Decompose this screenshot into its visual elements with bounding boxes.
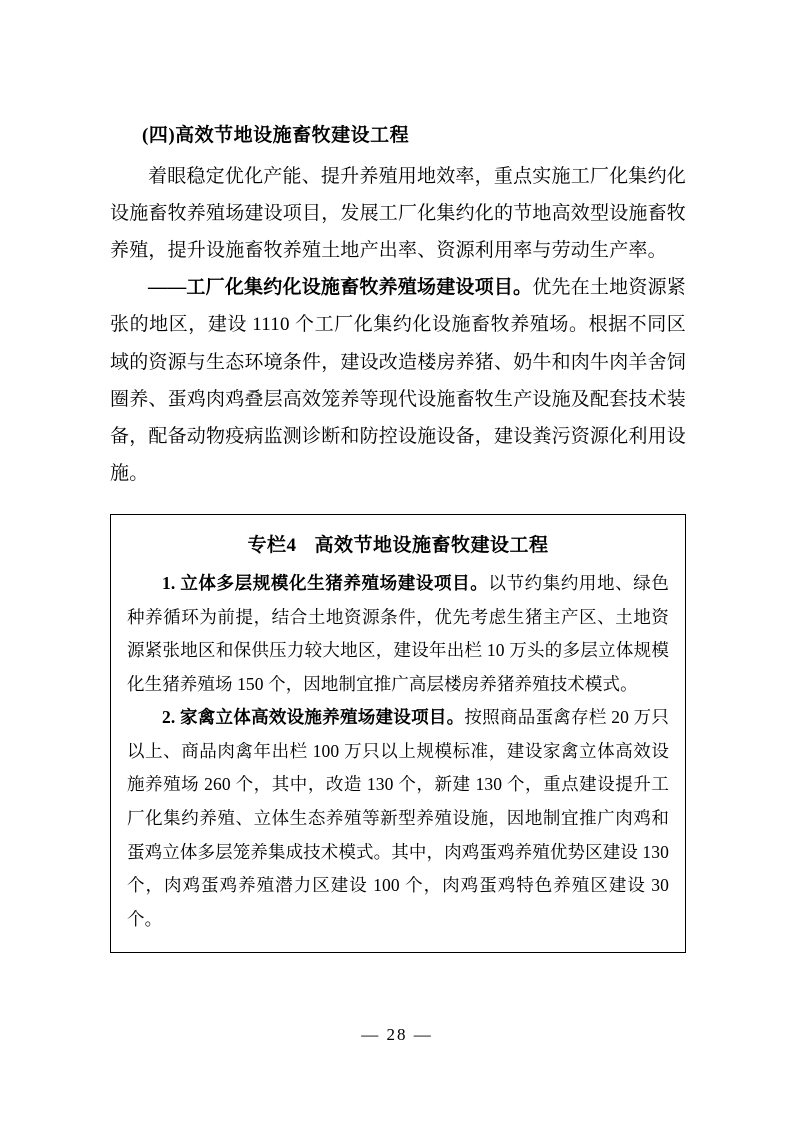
callout-item-2-lead: 2. 家禽立体高效设施养殖场建设项目。	[162, 707, 465, 728]
callout-box-title	[127, 529, 669, 563]
callout-box	[110, 514, 686, 954]
body-paragraph-2	[110, 269, 686, 491]
section-heading: (四)高效节地设施畜牧建设工程	[142, 125, 410, 146]
paragraph-2-lead: ——工厂化集约化设施畜牧养殖场建设项目。	[148, 277, 533, 299]
body-paragraph-1	[110, 158, 686, 269]
callout-item-1	[127, 567, 669, 701]
callout-item-1-lead: 1. 立体多层规模化生猪养殖场建设项目。	[162, 572, 489, 593]
paragraph-2-text: 优先在土地资源紧张的地区，建设 1110 个工厂化集约化设施畜牧养殖场。根据不同区域的资源与生态环境条件，建设改造楼房养猪、奶牛和肉牛肉羊舍饲圈养、蛋鸡肉鸡叠层高效笼养等现代设施畜牧生产设施及配套技术装备，配备动物疫病监测诊断和防控设施设备，建设粪污资源化利用设施。	[110, 277, 687, 484]
callout-box-title-text: 高效节地设施畜牧建设工程	[314, 534, 549, 556]
callout-item-1-text: 以节约集约用地、绿色种养循环为前提，结合土地资源条件，优先考虑生猪主产区、土地资源紧张地区和保供压力较大地区，建设年出栏 10 万头的多层立体规模化生猪养殖场 150 个，因地制宜推广高层楼房养猪养殖技术模式。	[127, 572, 670, 694]
page-number: — 28 —	[361, 1025, 433, 1044]
callout-box-title-label: 专栏4	[247, 534, 297, 556]
paragraph-1-text: 着眼稳定优化产能、提升养殖用地效率，重点实施工厂化集约化设施畜牧养殖场建设项目，发展工厂化集约化的节地高效型设施畜牧养殖，提升设施畜牧养殖土地产出率、资源利用率与劳动生产率。	[110, 166, 687, 262]
callout-item-2	[127, 701, 669, 936]
callout-item-2-text: 按照商品蛋禽存栏 20 万只以上、商品肉禽年出栏 100 万只以上规模标准，建设家禽立体高效设施养殖场 260 个，其中，改造 130 个，新建 130 个，重点建设提升工厂化集约养殖、立体生态养殖等新型养殖设施，因地制宜推广肉鸡和蛋鸡立体多层笼养集成技术模式。其中，肉鸡蛋鸡养殖优势区建设 130 个，肉鸡蛋鸡养殖潜力区建设 100 个，肉鸡蛋鸡特色养殖区建设 30 个。	[127, 707, 669, 929]
